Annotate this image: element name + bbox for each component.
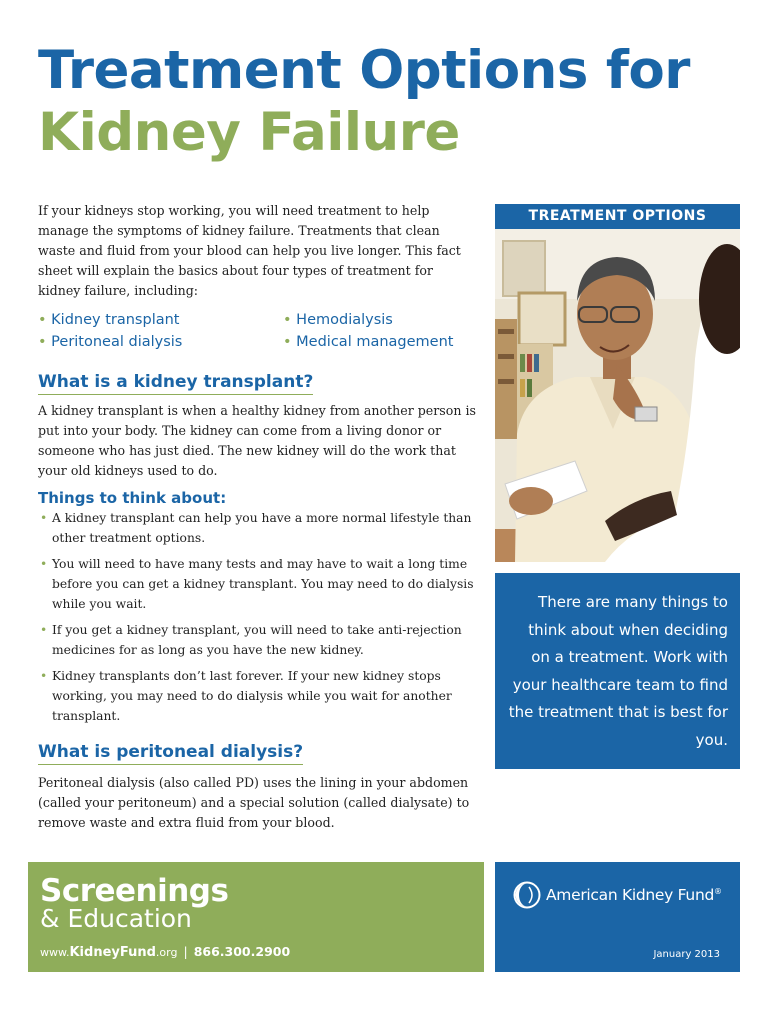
transplant-points-list (38, 508, 478, 732)
peritoneal-paragraph: Peritoneal dialysis (also called PD) uses the lining in your abdomen (called your peritoneum) and a special solution (called dialysate) to remove waste and extra fluid from your blood. (38, 775, 470, 830)
things-to-think-heading: Things to think about: (38, 489, 227, 507)
registered-mark: ® (714, 886, 722, 896)
title-line-2: Kidney Failure (38, 102, 460, 163)
photo-illustration (495, 229, 740, 562)
intro-paragraph: If your kidneys stop working, you will need treatment to help manage the symptoms of kidney failure. Treatments that clean waste and fluid from your blood can help you live longer. This fact sheet will explain the basics about four types of treatment for kidney failure, including: (38, 203, 461, 298)
footer-title-screenings: Screenings (40, 873, 229, 909)
list-item: • A kidney transplant can help you have a more normal lifestyle than other treatment options. (38, 508, 478, 548)
footer-contact-line (40, 944, 484, 960)
url-domain[interactable]: KidneyFund (69, 945, 156, 960)
phone-number: 866.300.2900 (193, 944, 291, 959)
treatment-type-item: • Medical management (283, 331, 483, 353)
treatment-types-list (38, 309, 478, 353)
separator: | (183, 944, 188, 959)
list-item: • Kidney transplants don’t last forever. If your new kidney stops working, you may need to do dialysis while you wait for another transplant. (38, 666, 478, 726)
treatment-type-item: • Peritoneal dialysis (38, 331, 283, 353)
callout-box (495, 573, 740, 769)
sidebar-heading: TREATMENT OPTIONS (495, 204, 740, 229)
footer-title-education: & Education (40, 904, 192, 933)
footer-program-banner (28, 862, 484, 972)
doctor-patient-photo (495, 229, 740, 562)
list-item: • If you get a kidney transplant, you will need to take anti-rejection medicines for as long as you have the new kidney. (38, 620, 478, 660)
transplant-heading: What is a kidney transplant? (38, 372, 313, 395)
url-suffix[interactable]: .org (155, 946, 178, 959)
treatment-type-item: • Hemodialysis (283, 309, 483, 331)
treatment-type-item: • Kidney transplant (38, 309, 283, 331)
org-name: American Kidney Fund® (546, 886, 722, 904)
callout-quote: There are many things to think about when deciding on a treatment. Work with your healthcare team to find the treatment that is best for you. (508, 593, 728, 749)
transplant-paragraph: A kidney transplant is when a healthy kidney from another person is put into your body. The kidney can come from a living donor or someone who has just died. The new kidney will do the work that your old kidneys used to do. (38, 403, 476, 478)
title-line-1: Treatment Options for (38, 40, 690, 101)
url-prefix[interactable]: www. (40, 946, 70, 959)
publication-date: January 2013 (653, 949, 720, 960)
list-item: • You will need to have many tests and may have to wait a long time before you can get a kidney transplant. You may need to do dialysis while you wait. (38, 554, 478, 614)
peritoneal-heading: What is peritoneal dialysis? (38, 742, 303, 765)
footer-org-banner (495, 862, 740, 972)
kidney-fund-logo-icon (513, 881, 541, 909)
page-title (38, 40, 690, 164)
